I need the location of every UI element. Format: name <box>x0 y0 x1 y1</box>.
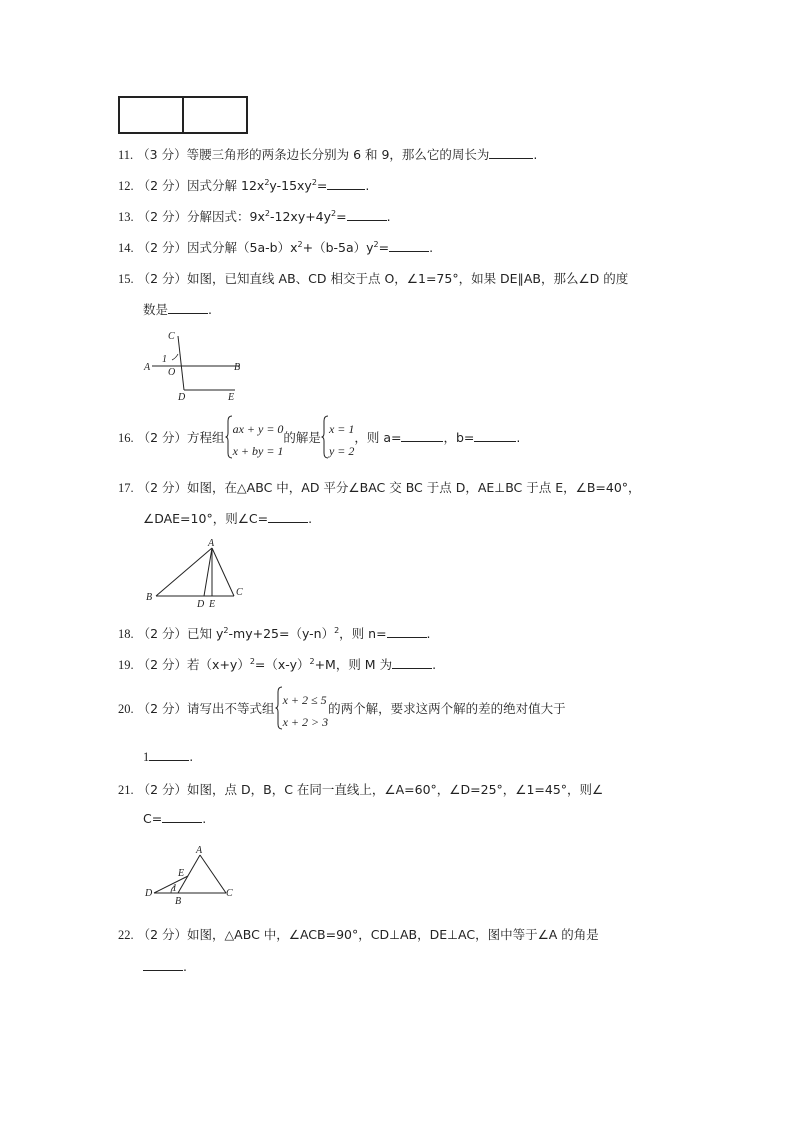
brace-icon <box>321 415 329 459</box>
expr-part: 因式分解（5a-b）x <box>187 240 298 255</box>
question-17-line2 <box>143 509 312 527</box>
score-cell <box>120 98 184 132</box>
label-A: A <box>208 538 215 549</box>
label-B: B <box>146 592 153 603</box>
expr-part: 已知 y <box>187 626 224 641</box>
exponent: 2 <box>249 656 255 666</box>
expr-part: -12xy+4y <box>270 209 332 224</box>
question-17 <box>118 478 641 496</box>
question-number: 22. <box>118 928 134 942</box>
answer-blank[interactable] <box>489 158 533 159</box>
question-points: （3 分） <box>137 147 187 162</box>
question-end: . <box>308 511 313 526</box>
question-end: . <box>426 626 431 641</box>
question-end: . <box>202 811 207 826</box>
question-points: （2 分） <box>137 782 188 797</box>
label-1: 1 <box>162 354 167 365</box>
answer-blank-b[interactable] <box>474 441 516 442</box>
label-E: E <box>228 392 235 403</box>
label-D: D <box>178 392 186 403</box>
question-end: . <box>533 147 538 162</box>
equation-line: y = 2 <box>328 443 355 458</box>
label-A: A <box>196 845 203 856</box>
figure-q15 <box>140 328 250 404</box>
question-end: . <box>183 959 187 974</box>
label-C: C <box>168 331 175 342</box>
label-E: E <box>209 599 216 610</box>
question-22-line2 <box>143 956 187 974</box>
answer-blank[interactable] <box>168 313 208 314</box>
expr-part: 因式分解 12x <box>187 178 265 193</box>
score-table <box>118 96 248 134</box>
label-1: 1 <box>172 883 177 894</box>
question-number: 17. <box>118 481 134 495</box>
inequality-line: x + 2 ≤ 5 <box>282 692 327 707</box>
question-text: 的解是 <box>283 430 321 445</box>
question-points: （2 分） <box>137 927 188 942</box>
label-D: D <box>145 888 153 899</box>
question-text: ，则 a= <box>354 430 402 445</box>
question-text: 如图，在△ABC 中，AD 平分∠BAC 交 BC 于点 D，AE⊥BC 于点 E，∠B=40°， <box>187 480 641 495</box>
exponent: 2 <box>373 239 379 249</box>
question-14 <box>118 238 433 256</box>
question-21 <box>118 780 603 798</box>
inequality-line: x + 2 > 3 <box>282 714 329 729</box>
answer-blank[interactable] <box>347 220 387 221</box>
answer-blank[interactable] <box>392 668 432 669</box>
question-text: 1 <box>143 750 150 764</box>
question-20-line2 <box>143 749 193 765</box>
question-points: （2 分） <box>137 626 188 641</box>
question-number: 11. <box>118 148 134 162</box>
question-end: . <box>516 430 521 445</box>
question-16 <box>118 415 520 461</box>
brace-icon <box>275 686 283 730</box>
question-number: 21. <box>118 783 134 797</box>
answer-blank[interactable] <box>162 822 202 823</box>
expr-part: = <box>316 178 328 193</box>
exponent: 2 <box>309 656 315 666</box>
question-end: . <box>208 302 212 317</box>
question-20 <box>118 686 566 732</box>
label-A: A <box>144 362 151 373</box>
expr-part: +M，则 M 为 <box>314 657 393 672</box>
question-end: . <box>189 749 194 764</box>
question-number: 13. <box>118 210 134 224</box>
question-text: C= <box>143 811 163 826</box>
question-end: . <box>386 209 391 224</box>
question-text: 方程组 <box>187 430 225 445</box>
expr-part: 分解因式：9x <box>187 209 265 224</box>
question-points: （2 分） <box>137 209 188 224</box>
answer-blank[interactable] <box>387 637 427 638</box>
brace-icon <box>225 415 233 459</box>
expr-part: +（b-5a）y <box>302 240 374 255</box>
question-15-line2 <box>143 300 212 318</box>
expr-part: = <box>378 240 390 255</box>
question-points: （2 分） <box>137 480 188 495</box>
question-number: 15. <box>118 272 134 286</box>
question-text: 如图，已知直线 AB、CD 相交于点 O，∠1=75°，如果 DE∥AB，那么∠D 的度 <box>187 271 629 286</box>
exponent: 2 <box>297 239 303 249</box>
score-cell <box>186 98 246 132</box>
question-text: 等腰三角形的两条边长分别为 6 和 9，那么它的周长为 <box>186 147 490 162</box>
question-15 <box>118 269 628 287</box>
exponent: 2 <box>264 177 270 187</box>
question-number: 20. <box>118 702 134 716</box>
expr-part: ，则 n= <box>339 626 387 641</box>
question-points: （2 分） <box>137 178 188 193</box>
question-number: 16. <box>118 431 134 445</box>
solution-system <box>321 415 354 461</box>
figure-q21 <box>140 842 240 908</box>
exponent: 2 <box>334 625 340 635</box>
question-22 <box>118 925 599 943</box>
question-points: （2 分） <box>137 430 188 445</box>
question-18 <box>118 624 431 642</box>
question-text: 如图，点 D，B，C 在同一直线上，∠A=60°，∠D=25°，∠1=45°，则∠ <box>187 782 604 797</box>
exponent: 2 <box>331 208 337 218</box>
question-text: 请写出不等式组 <box>187 701 275 716</box>
exponent: 2 <box>223 625 229 635</box>
question-13 <box>118 207 391 225</box>
question-points: （2 分） <box>137 271 188 286</box>
expr-part: -my+25=（y-n） <box>228 626 335 641</box>
question-21-line2 <box>143 811 206 826</box>
equation-line: x + by = 1 <box>232 443 284 458</box>
question-12 <box>118 176 369 194</box>
question-text: 数是 <box>143 302 169 317</box>
question-number: 19. <box>118 658 134 672</box>
expr-part: =（x-y） <box>254 657 310 672</box>
exponent: 2 <box>264 208 270 218</box>
question-text: ，b= <box>443 430 475 445</box>
question-end: . <box>365 178 370 193</box>
figure-q17 <box>142 538 252 610</box>
question-points: （2 分） <box>137 240 188 255</box>
question-points: （2 分） <box>137 657 188 672</box>
question-11 <box>118 145 537 163</box>
question-19 <box>118 655 436 673</box>
label-C: C <box>226 888 233 899</box>
expr-part: y-15xy <box>269 178 312 193</box>
question-number: 14. <box>118 241 134 255</box>
expr-part: 若（x+y） <box>187 657 250 672</box>
answer-blank-a[interactable] <box>401 441 443 442</box>
label-D: D <box>197 599 205 610</box>
question-points: （2 分） <box>137 701 188 716</box>
label-E: E <box>178 868 185 879</box>
exponent: 2 <box>311 177 317 187</box>
expr-part: = <box>336 209 347 224</box>
question-end: . <box>432 657 437 672</box>
answer-blank[interactable] <box>143 956 183 971</box>
answer-blank[interactable] <box>389 251 429 252</box>
question-number: 12. <box>118 179 134 193</box>
answer-blank[interactable] <box>327 189 365 190</box>
label-O: O <box>168 367 176 378</box>
label-B: B <box>234 362 241 373</box>
equation-line: x = 1 <box>328 421 355 436</box>
question-text: 的两个解，要求这两个解的差的绝对值大于 <box>328 701 566 716</box>
label-C: C <box>236 587 243 598</box>
answer-blank[interactable] <box>268 522 308 523</box>
label-B: B <box>175 896 182 907</box>
question-text: 如图，△ABC 中，∠ACB=90°，CD⊥AB，DE⊥AC，图中等于∠A 的角是 <box>187 927 599 942</box>
question-end: . <box>429 240 434 255</box>
question-number: 18. <box>118 627 134 641</box>
equation-line: ax + y = 0 <box>232 421 284 436</box>
question-text: ∠DAE=10°，则∠C= <box>143 511 269 526</box>
inequality-system <box>275 686 329 732</box>
equation-system <box>225 415 284 461</box>
answer-blank[interactable] <box>149 760 189 761</box>
